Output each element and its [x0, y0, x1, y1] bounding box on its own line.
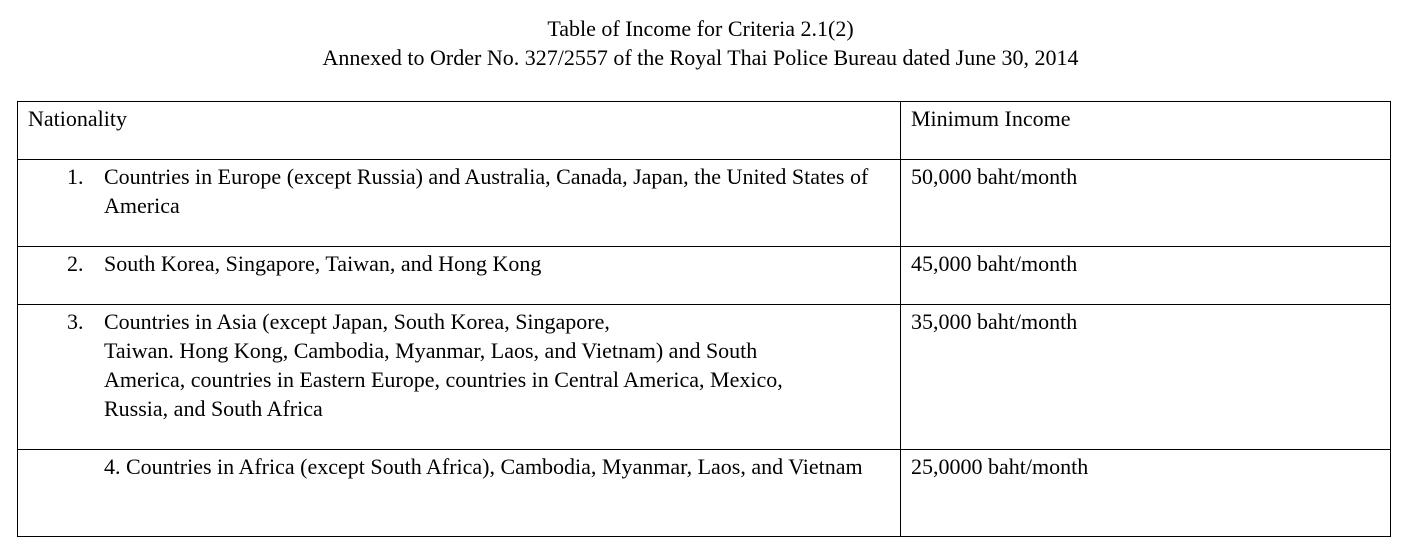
nationality-cell [18, 450, 901, 537]
nationality-entry [18, 160, 900, 220]
income-value: 50,000 baht/month [911, 164, 1078, 189]
item-number: 3. [67, 309, 84, 334]
income-cell [901, 160, 1391, 247]
document-header [0, 14, 1401, 72]
table-header-row [18, 102, 1391, 160]
nationality-text-line: Countries in Asia (except Japan, South Korea, Singapore, [104, 309, 610, 334]
table-row [18, 160, 1391, 247]
nationality-text: 4. Countries in Africa (except South Africa), Cambodia, Myanmar, Laos, and Vietnam [104, 454, 863, 479]
nationality-cell [18, 247, 901, 305]
table-row [18, 247, 1391, 305]
nationality-text-line: America, countries in Eastern Europe, countries in Central America, Mexico, [104, 367, 783, 392]
header-cell-nationality [18, 102, 901, 160]
income-value: 35,000 baht/month [911, 309, 1078, 334]
income-value: 45,000 baht/month [911, 251, 1078, 276]
nationality-cell [18, 160, 901, 247]
income-cell [901, 247, 1391, 305]
nationality-text: Countries in Europe (except Russia) and Australia, Canada, Japan, the United States of America [104, 164, 869, 218]
nationality-cell [18, 305, 901, 450]
nationality-entry [18, 305, 900, 423]
document-title: Table of Income for Criteria 2.1(2) [547, 16, 854, 41]
item-number: 2. [67, 251, 84, 276]
table-row [18, 450, 1391, 537]
header-nationality-label: Nationality [28, 106, 127, 131]
document-subtitle: Annexed to Order No. 327/2557 of the Royal Thai Police Bureau dated June 30, 2014 [322, 45, 1079, 70]
table-row [18, 305, 1391, 450]
nationality-text-line: Taiwan. Hong Kong, Cambodia, Myanmar, Laos, and Vietnam) and South [104, 338, 758, 363]
nationality-text-line: Russia, and South Africa [104, 396, 323, 421]
income-cell [901, 450, 1391, 537]
income-table [17, 101, 1391, 537]
header-minimum-income-label: Minimum Income [911, 106, 1071, 131]
item-number: 1. [67, 164, 84, 189]
nationality-entry [18, 247, 900, 278]
header-cell-minimum-income [901, 102, 1391, 160]
nationality-text: South Korea, Singapore, Taiwan, and Hong Kong [104, 251, 542, 276]
income-cell [901, 305, 1391, 450]
income-value: 25,0000 baht/month [911, 454, 1089, 479]
